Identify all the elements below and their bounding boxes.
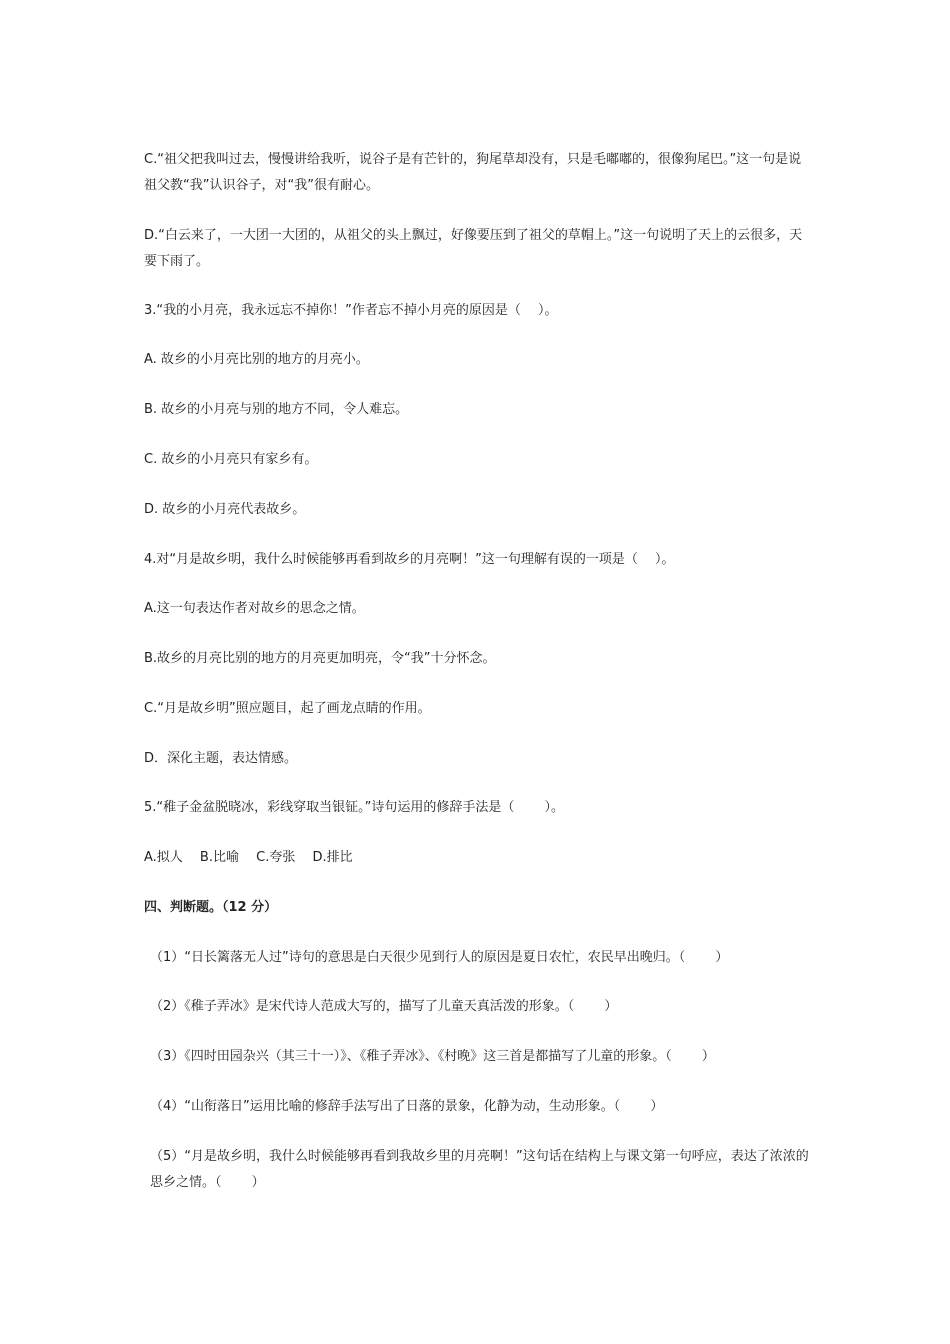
judgment-item-5: （5）“月是故乡明，我什么时候能够再看到我故乡里的月亮啊！”这句话在结构上与课文第一句呼应，表达了浓浓的思乡之情。（ ） <box>150 1149 809 1190</box>
option-b-q4: B.故乡的月亮比别的地方的月亮更加明亮，令“我”十分怀念。 <box>144 651 496 666</box>
judgment-item-3: （3）《四时田园杂兴（其三十一）》、《稚子弄冰》、《村晚》这三首是都描写了儿童的形象。（ ） <box>150 1049 715 1064</box>
question-3: 3.“我的小月亮，我永远忘不掉你！”作者忘不掉小月亮的原因是（ ）。 <box>144 303 558 318</box>
option-d-q3: D. 故乡的小月亮代表故乡。 <box>144 502 306 517</box>
option-a-q3: A. 故乡的小月亮比别的地方的月亮小。 <box>144 352 369 367</box>
option-b-q3: B. 故乡的小月亮与别的地方不同，令人难忘。 <box>144 402 409 417</box>
judgment-item-1: （1）“日长篱落无人过”诗句的意思是白天很少见到行人的原因是夏日农忙，农民早出晚归。（ ） <box>150 950 729 965</box>
section-heading-judgment: 四、判断题。（12 分） <box>144 900 278 915</box>
judgment-item-4: （4）“山衔落日”运用比喻的修辞手法写出了日落的景象，化静为动，生动形象。（ ） <box>150 1099 664 1114</box>
option-d-q4: D．深化主题，表达情感。 <box>144 751 298 766</box>
option-c-q4: C.“月是故乡明”照应题目，起了画龙点睛的作用。 <box>144 701 431 716</box>
option-c-q2: C.“祖父把我叫过去，慢慢讲给我听，说谷子是有芒针的，狗尾草却没有，只是毛嘟嘟的，很像狗尾巴。”这一句是说祖父教“我”认识谷子，对“我”很有耐心。 <box>144 152 802 193</box>
options-q5: A.拟人 B.比喻 C.夸张 D.排比 <box>144 850 353 865</box>
question-4: 4.对“月是故乡明，我什么时候能够再看到故乡的月亮啊！”这一句理解有误的一项是（ ）。 <box>144 552 675 567</box>
question-5: 5.“稚子金盆脱晓冰，彩线穿取当银钲。”诗句运用的修辞手法是（ ）。 <box>144 800 565 815</box>
option-d-q2: D.“白云来了，一大团一大团的，从祖父的头上飘过，好像要压到了祖父的草帽上。”这一句说明了天上的云很多，天要下雨了。 <box>144 228 803 269</box>
option-a-q4: A.这一句表达作者对故乡的思念之情。 <box>144 601 365 616</box>
judgment-item-2: （2）《稚子弄冰》是宋代诗人范成大写的，描写了儿童天真活泼的形象。（ ） <box>150 999 618 1014</box>
option-c-q3: C. 故乡的小月亮只有家乡有。 <box>144 452 318 467</box>
